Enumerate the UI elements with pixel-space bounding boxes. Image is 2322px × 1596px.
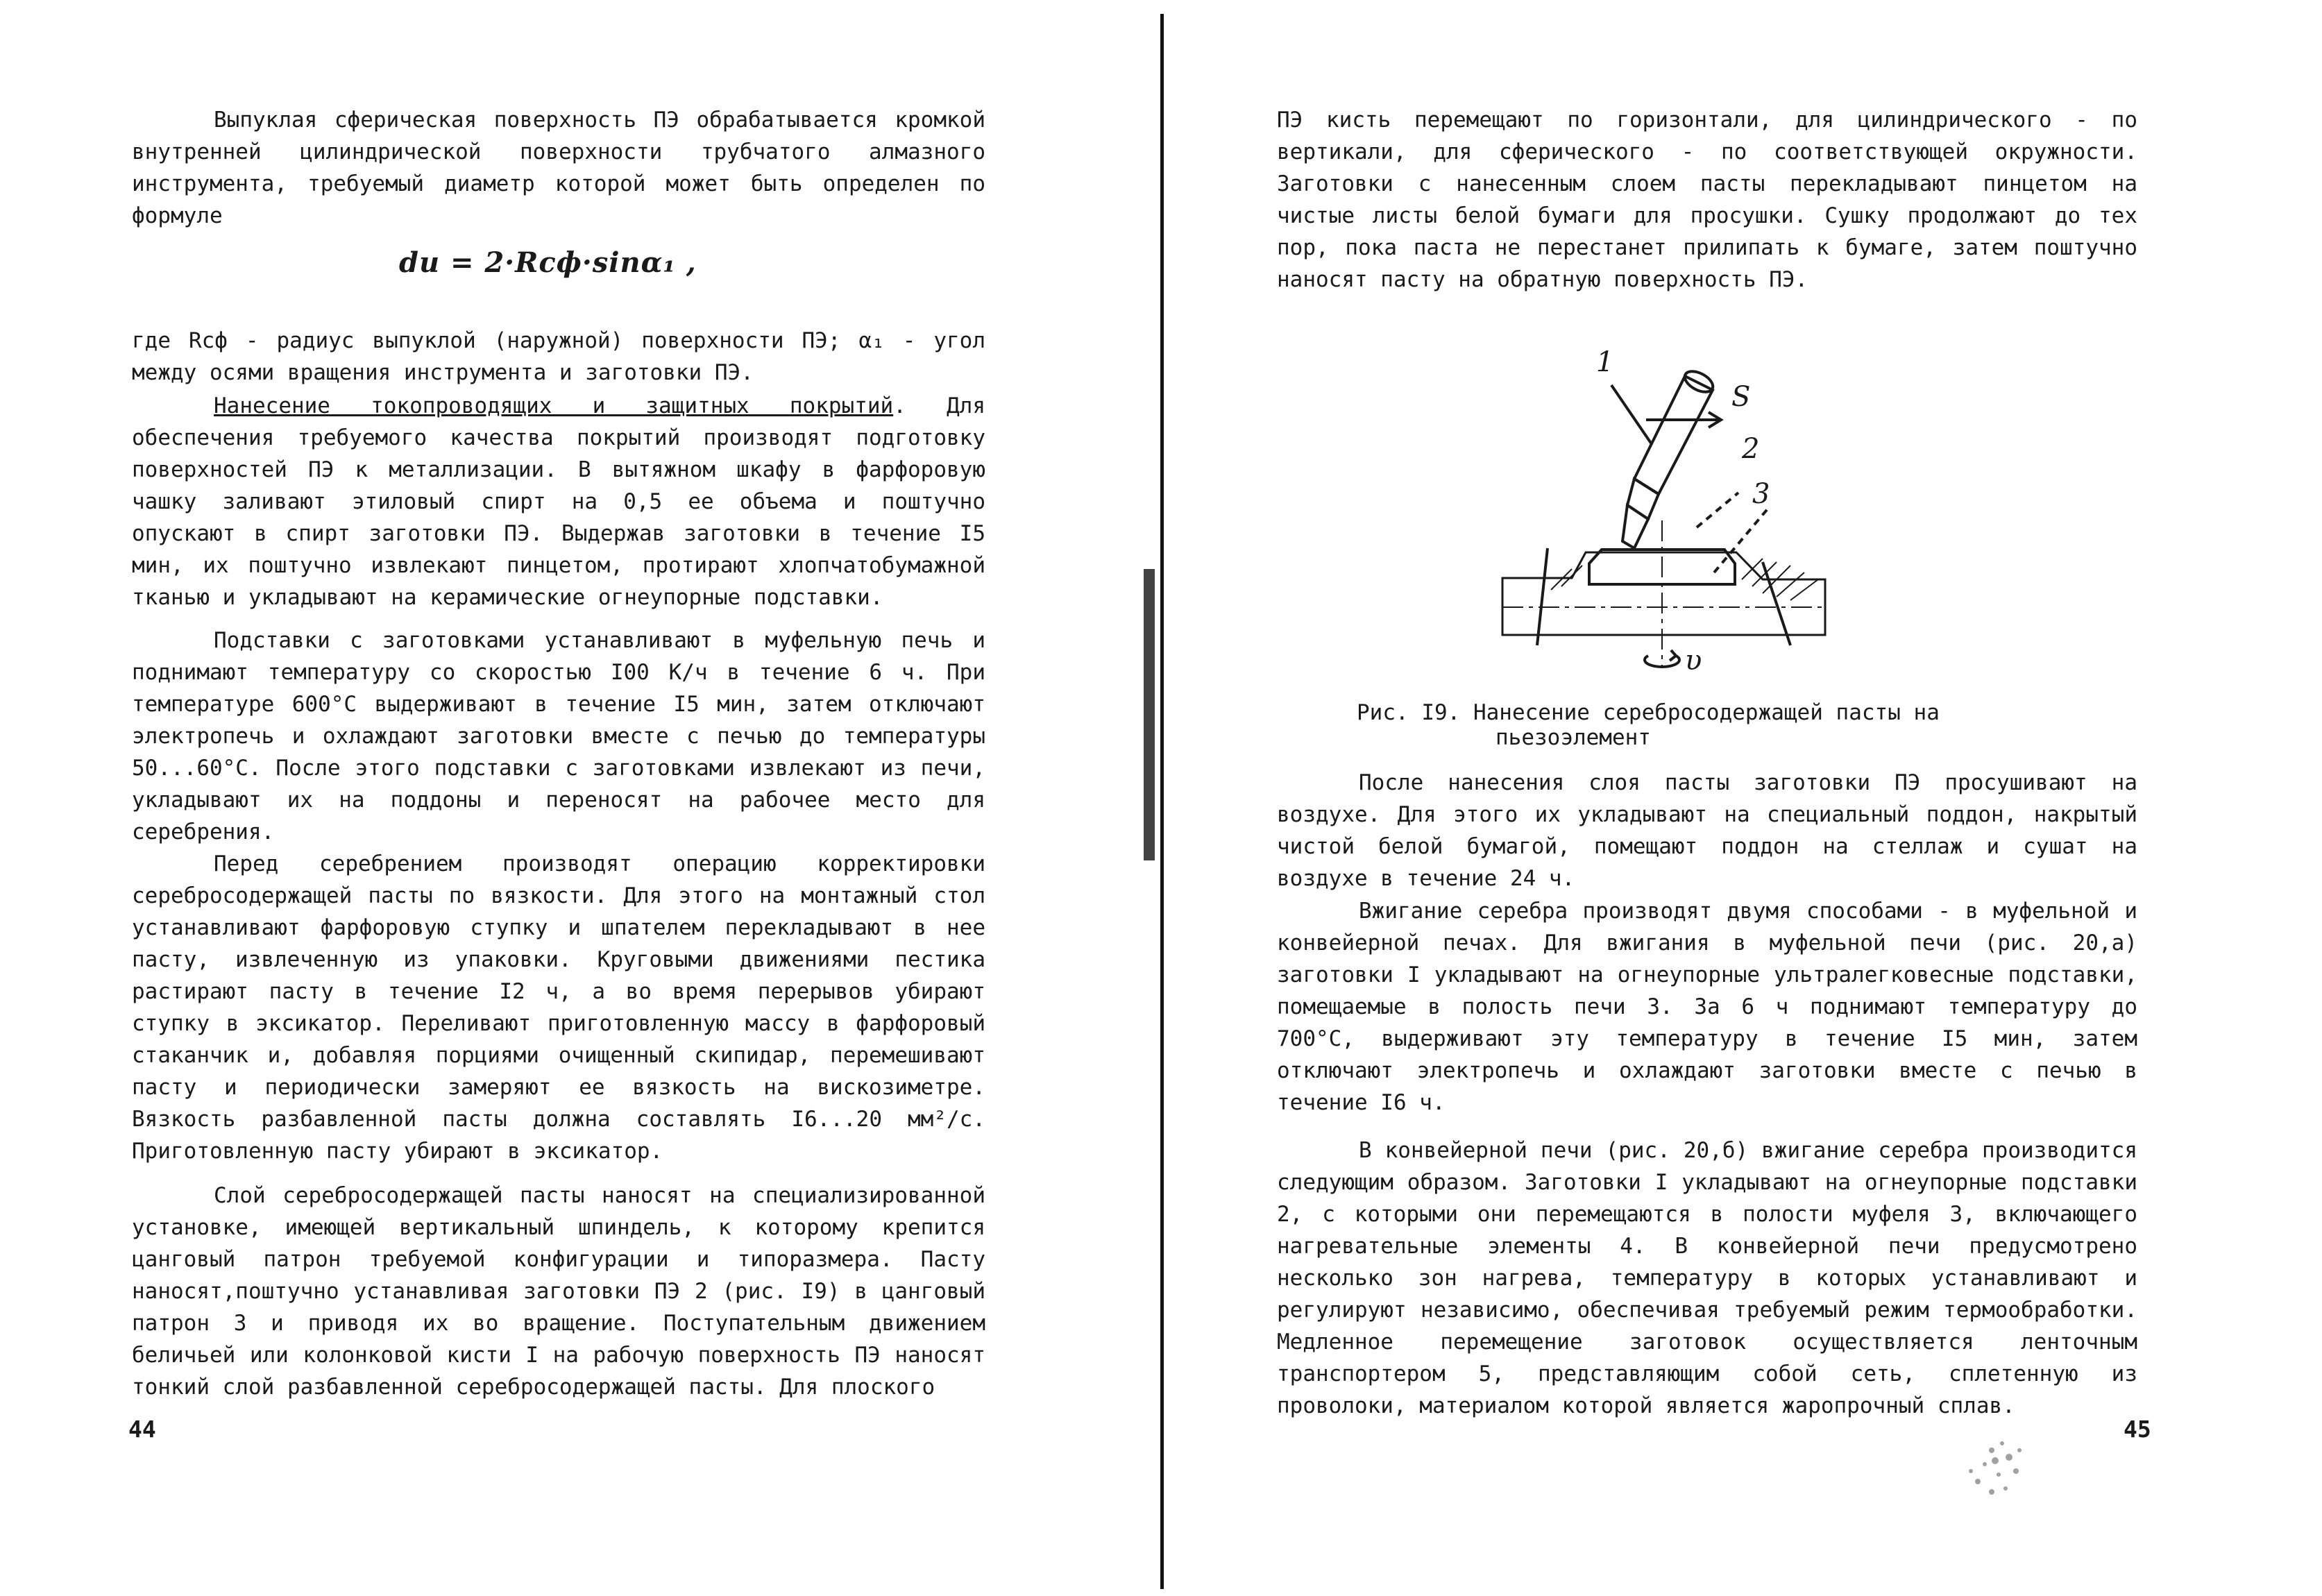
right-paragraph-3: Вжигание серебра производят двумя способами - в муфельной и конвейерной печах. Для вжигания в муфельной печи (рис. 20,а) заготовки I укладывают на огнеупорные ультралегковесные подставки, помещаемые в полость печи 3. За 6 ч поднимают температуру до 700°С, выдерживают эту температуру в течение I5 мин, затем отключают электропечь и охлаждают заготовки вместе с печью в течение I6 ч. (1277, 899, 2137, 1115)
section-heading-coatings: Нанесение токопроводящих и защитных покрытий (214, 393, 894, 418)
leader-line-1 (1611, 385, 1652, 444)
figure-label-2: 2 (1742, 433, 1760, 465)
left-paragraph-3 (132, 390, 985, 613)
leader-line-2 (1697, 493, 1738, 527)
left-paragraph-6: Слой серебросодержащей пасты наносят на специализированной установке, имеющей вертикальный шпиндель, к которому крепится цанговый патрон требуемой конфигурации и типоразмера. Пасту наносят,поштучно устанавливая заготовки ПЭ 2 (рис. I9) в цанговый патрон 3 и приводя их во вращение. Поступательным движением беличьей или колонковой кисти I на рабочую поверхность ПЭ наносят тонкий слой разбавленной серебросодержащей пасты. Для плоского (132, 1183, 985, 1400)
scan-shadow (1144, 569, 1155, 860)
leader-line-3 (1714, 507, 1770, 572)
right-paragraph-2: После нанесения слоя пасты заготовки ПЭ просушивают на воздухе. Для этого их укладывают на специальный поддон, накрытый чистой белой бумагой, помещают поддон на стеллаж и сушат на воздухе в течение 24 ч. (1277, 770, 2137, 891)
figure-label-s: S (1731, 381, 1751, 413)
left-paragraph-4: Подставки с заготовками устанавливают в муфельную печь и поднимают температуру со скоростью I00 К/ч в течение 6 ч. При температуре 600°С выдерживают в течение I5 мин, затем отключают электропечь и охлаждают заготовки вместе с печью до температуры 50...60°С. После этого подставки с заготовками извлекают из печи, укладывают их на поддоны и переносят на рабочее место для серебрения. (132, 628, 985, 844)
right-paragraph-4: В конвейерной печи (рис. 20,б) вжигание серебра производится следующим образом. Заготовки I укладывают на огнеупорные подставки 2, с которыми они перемещаются в полости муфеля 3, включающего нагревательные элементы 4. В конвейерной печи предусмотрено несколько зон нагрева, температуру в которых устанавливают и регулируют независимо, обеспечивая требуемый режим термообработки. Медленное перемещение заготовок осуществляется ленточным транспортером 5, представляющим собой сеть, сплетенную из проволоки, материалом которой является жаропрочный сплав. (1277, 1138, 2137, 1418)
right-page (1173, 0, 2322, 1596)
collet-holder (1502, 552, 1825, 635)
figure-19-paste-application (1492, 340, 1978, 687)
left-paragraph-1: Выпуклая сферическая поверхность ПЭ обрабатывается кромкой внутренней цилиндрической поверхности трубчатого алмазного инструмента, требуемый диаметр которой может быть определен по формуле (132, 108, 985, 228)
left-paragraph-5: Перед серебрением производят операцию корректировки серебросодержащей пасты по вязкости. Для этого на монтажный стол устанавливают фарфоровую ступку и шпателем перекладывают в нее пасту, извлеченную из упаковки. Круговыми движениями пестика растирают пасту в течение I2 ч, а во время перерывов убирают ступку в эксикатор. Переливают приготовленную массу в фарфоровый стаканчик и, добавляя порциями очищенный скипидар, перемешивают пасту и периодически замеряют ее вязкость на вискозиметре. Вязкость разбавленной пасты должна составлять I6...20 мм²/с. Приготовленную пасту убирают в эксикатор. (132, 851, 985, 1164)
figure-caption-line-2: пьезоэлемент (1495, 725, 1651, 750)
figure-label-1: 1 (1596, 346, 1614, 378)
right-paragraph-1: ПЭ кисть перемещают по горизонтали, для цилиндрического - по вертикали, для сферического - по соответствующей окружности. Заготовки с нанесенным слоем пасты перекладывают пинцетом на чистые листы белой бумаги для просушки. Сушку продолжают до тех пор, пока паста не перестанет прилипать к бумаге, затем поштучно наносят пасту на обратную поверхность ПЭ. (1277, 108, 2137, 292)
holder-right-edge (1763, 562, 1790, 645)
page-number-left: 44 (128, 1416, 156, 1443)
left-paragraph-2: где Rсф - радиус выпуклой (наружной) поверхности ПЭ; α₁ - угол между осями вращения инструмента и заготовки ПЭ. (132, 328, 985, 385)
brush-ferrule (1627, 479, 1659, 519)
figure-label-3: 3 (1752, 478, 1770, 510)
diameter-formula: dи = 2·Rсф·sinα₁ , (399, 246, 697, 279)
holder-left-edge (1537, 548, 1548, 645)
left-paragraph-3-text: . Для обеспечения требуемого качества покрытий производят подготовку поверхностей ПЭ к металлизации. В вытяжном шкафу в фарфоровую чашку заливают этиловый спирт на 0,5 ее объема и поштучно опускают в спирт заготовки ПЭ. Выдержав заготовки в течение I5 мин, их поштучно извлекают пинцетом, протирают хлопчатобумажной тканью и укладывают на керамические огнеупорные подставки. (132, 393, 985, 610)
book-spine (1160, 14, 1164, 1589)
left-page (0, 0, 1145, 1596)
brush-bristles (1622, 505, 1648, 548)
rotation-arrowhead (1670, 650, 1676, 661)
page-number-right: 45 (2124, 1416, 2151, 1443)
figure-caption-line-1: Рис. I9. Нанесение серебросодержащей пасты на (1357, 700, 1940, 725)
library-stamp-mark (1950, 1423, 2047, 1513)
figure-label-v: υ (1685, 645, 1702, 677)
